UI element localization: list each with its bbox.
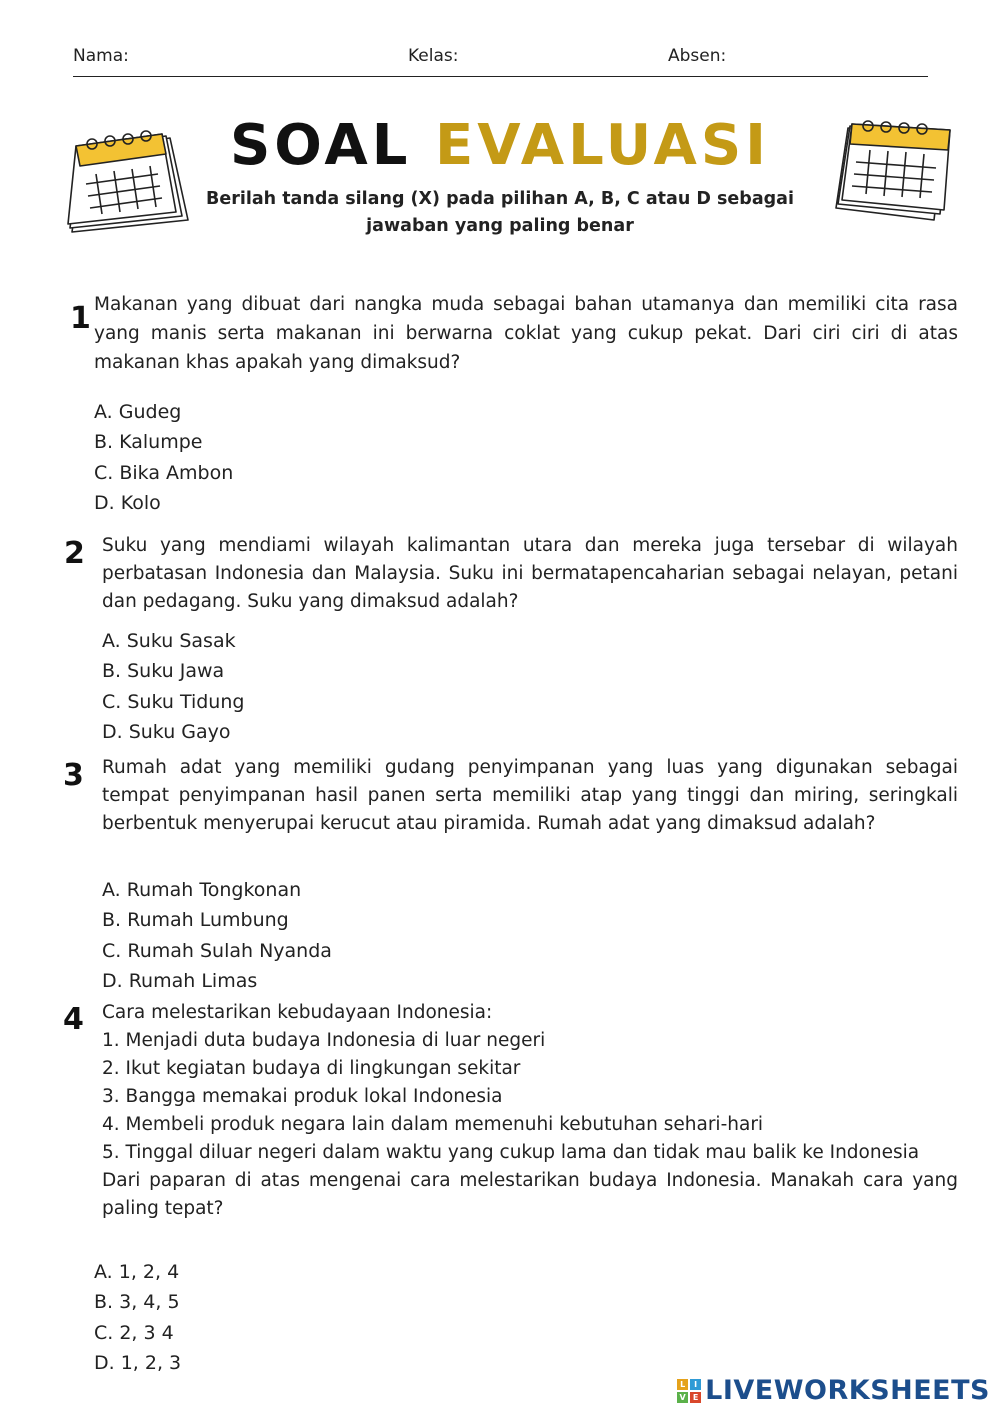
question-4-item-2: 2. Ikut kegiatan budaya di lingkungan sekitar	[102, 1058, 521, 1079]
question-1-text: Makanan yang dibuat dari nangka muda sebagai bahan utamanya dan memiliki cita rasa yang manis serta makanan ini berwarna coklat yang cukup pekat. Dari ciri ciri di atas makanan khas apakah yang dimaksud?	[94, 294, 958, 373]
liveworksheets-wordmark: LIVEWORKSHEETS	[705, 1375, 990, 1406]
question-3-number: 3	[63, 758, 84, 793]
absen-label: Absen:	[668, 46, 727, 66]
option-2d[interactable]: D. Suku Gayo	[102, 720, 231, 743]
question-4-item-3: 3. Bangga memakai produk lokal Indonesia	[102, 1086, 503, 1107]
title-word-soal: SOAL	[229, 113, 412, 178]
option-3d[interactable]: D. Rumah Limas	[102, 969, 258, 992]
option-2b[interactable]: B. Suku Jawa	[102, 660, 225, 683]
liveworksheets-logo-icon: L I V E	[677, 1379, 701, 1403]
title-word-evaluasi: EVALUASI	[434, 113, 771, 178]
option-2a[interactable]: A. Suku Sasak	[102, 630, 236, 652]
question-4-item-4: 4. Membeli produk negara lain dalam memenuhi kebutuhan sehari-hari	[102, 1114, 764, 1135]
question-4-number: 4	[63, 1002, 84, 1037]
question-4-options	[94, 1257, 181, 1378]
question-1-number: 1	[70, 301, 91, 336]
option-1d[interactable]: D. Kolo	[94, 491, 161, 514]
question-4-text	[102, 999, 958, 1223]
option-3a[interactable]: A. Rumah Tongkonan	[102, 879, 302, 901]
question-4-question: Dari paparan di atas mengenai cara melestarikan budaya Indonesia. Manakah cara yang paling tepat?	[102, 1170, 958, 1219]
option-1b[interactable]: B. Kalumpe	[94, 431, 203, 454]
question-4-intro: Cara melestarikan kebudayaan Indonesia:	[102, 1002, 493, 1023]
liveworksheets-brand	[677, 1375, 990, 1406]
question-3-text: Rumah adat yang memiliki gudang penyimpanan yang luas yang digunakan sebagai tempat penyimpanan hasil panen serta memiliki atap yang tinggi dan miring, seringkali berbentuk menyerupai kerucut atau piramida. Rumah adat yang dimaksud adalah?	[102, 757, 958, 834]
option-3c[interactable]: C. Rumah Sulah Nyanda	[102, 939, 332, 962]
option-4a[interactable]: A. 1, 2, 4	[94, 1261, 180, 1283]
option-1a[interactable]: A. Gudeg	[94, 401, 182, 423]
option-3b[interactable]: B. Rumah Lumbung	[102, 909, 289, 932]
name-label: Nama:	[73, 46, 129, 66]
question-2-options	[102, 626, 244, 747]
class-label: Kelas:	[408, 46, 459, 66]
option-4b[interactable]: B. 3, 4, 5	[94, 1291, 180, 1314]
page-title	[0, 113, 1000, 178]
question-4-item-1: 1. Menjadi duta budaya Indonesia di luar negeri	[102, 1030, 546, 1051]
question-2-text: Suku yang mendiami wilayah kalimantan utara dan mereka juga tersebar di wilayah perbatasan Indonesia dan Malaysia. Suku ini bermatapencaharian sebagai nelayan, petani dan pedagang. Suku yang dimaksud adalah?	[102, 535, 958, 612]
student-info-row	[73, 46, 928, 77]
option-1c[interactable]: C. Bika Ambon	[94, 461, 234, 484]
option-4d[interactable]: D. 1, 2, 3	[94, 1351, 182, 1374]
instruction-text: Berilah tanda silang (X) pada pilihan A, B, C atau D sebagai jawaban yang paling benar	[206, 189, 794, 236]
option-4c[interactable]: C. 2, 3 4	[94, 1321, 174, 1344]
question-3-options	[102, 875, 332, 996]
question-2-number: 2	[64, 536, 85, 571]
option-2c[interactable]: C. Suku Tidung	[102, 690, 245, 713]
question-1-options	[94, 397, 233, 518]
question-4-item-5: 5. Tinggal diluar negeri dalam waktu yang cukup lama dan tidak mau balik ke Indonesia	[102, 1142, 920, 1163]
